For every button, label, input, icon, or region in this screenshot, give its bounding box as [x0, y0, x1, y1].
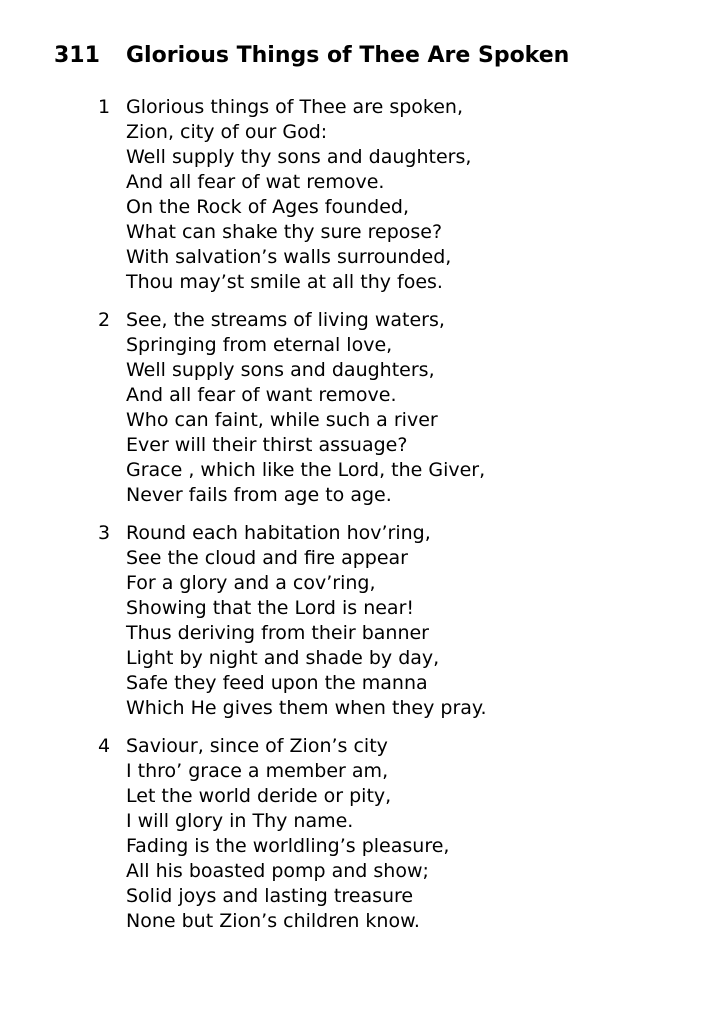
verse-line: Safe they feed upon the manna	[126, 672, 428, 694]
verse-line: See, the streams of living waters,	[126, 309, 445, 331]
verse-1	[98, 95, 487, 295]
verse-line: Glorious things of Thee are spoken,	[126, 96, 463, 118]
verse-line: Saviour, since of Zion’s city	[126, 735, 388, 757]
verse-line: Showing that the Lord is near!	[126, 597, 415, 619]
verses	[98, 95, 487, 947]
verse-line: On the Rock of Ages founded,	[126, 196, 410, 218]
verse-line: Round each habitation hov’ring,	[126, 522, 431, 544]
verse-2	[98, 308, 487, 508]
verse-line: Never fails from age to age.	[126, 484, 392, 506]
verse-line: See the cloud and fire appear	[126, 547, 408, 569]
verse-line: Who can faint, while such a river	[126, 409, 438, 431]
hymn-header	[54, 40, 569, 72]
verse-line: Zion, city of our God:	[126, 121, 328, 143]
verse-line: Well supply sons and daughters,	[126, 359, 435, 381]
verse-line: Let the world deride or pity,	[126, 785, 392, 807]
verse-line: Thou may’st smile at all thy foes.	[126, 271, 443, 293]
verse-number: 3	[98, 522, 111, 544]
verse-lines	[126, 95, 487, 295]
verse-line: Solid joys and lasting treasure	[126, 885, 414, 907]
verse-line: Springing from eternal love,	[126, 334, 393, 356]
verse-line: I thro’ grace a member am,	[126, 760, 389, 782]
verse-lines	[126, 734, 487, 934]
verse-line: With salvation’s walls surrounded,	[126, 246, 452, 268]
verse-lines	[126, 308, 487, 508]
verse-line: For a glory and a cov’ring,	[126, 572, 376, 594]
verse-line: Well supply thy sons and daughters,	[126, 146, 472, 168]
verse-line: What can shake thy sure repose?	[126, 221, 443, 243]
verse-line: Grace , which like the Lord, the Giver,	[126, 459, 486, 481]
verse-line: And all fear of wat remove.	[126, 171, 385, 193]
verse-line: Which He gives them when they pray.	[126, 697, 487, 719]
hymn-number: 311	[54, 43, 100, 68]
verse-line: And all fear of want remove.	[126, 384, 397, 406]
verse-number: 1	[98, 96, 111, 118]
verse-line: Fading is the worldling’s pleasure,	[126, 835, 450, 857]
verse-number: 4	[98, 735, 111, 757]
verse-line: Ever will their thirst assuage?	[126, 434, 408, 456]
verse-line: Thus deriving from their banner	[126, 622, 429, 644]
verse-line: All his boasted pomp and show;	[126, 860, 429, 882]
hymn-title: Glorious Things of Thee Are Spoken	[126, 43, 570, 68]
verse-line: I will glory in Thy name.	[126, 810, 354, 832]
verse-3	[98, 521, 487, 721]
verse-line: None but Zion’s children know.	[126, 910, 420, 932]
verse-lines	[126, 521, 487, 721]
verse-line: Light by night and shade by day,	[126, 647, 440, 669]
verse-4	[98, 734, 487, 934]
verse-number: 2	[98, 309, 111, 331]
